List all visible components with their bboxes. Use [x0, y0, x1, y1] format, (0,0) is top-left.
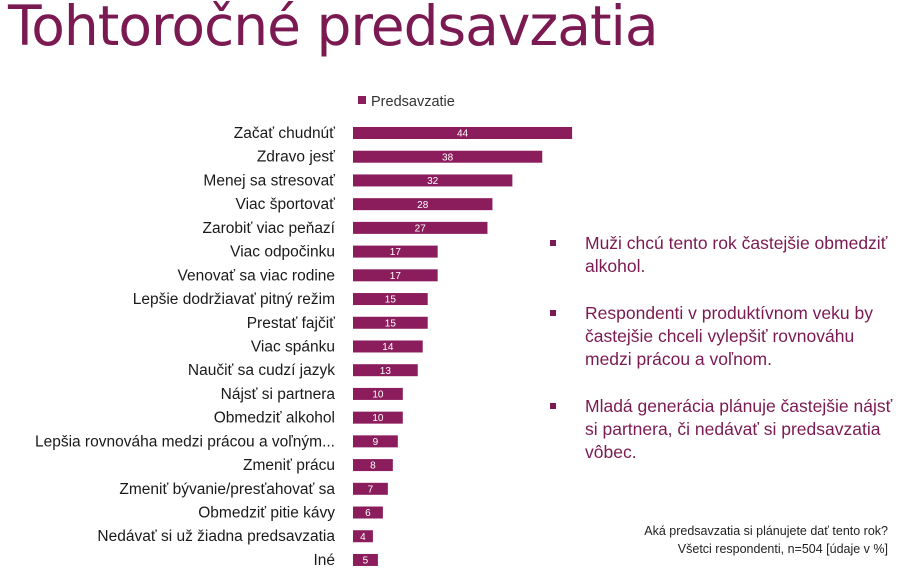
insight-text: Muži chcú tento rok častejšie obmedziť alkohol.: [585, 233, 888, 276]
category-label: Zdravo jesť: [256, 148, 335, 166]
bar-value-label: 44: [456, 128, 469, 140]
bar-value-label: 17: [389, 247, 401, 259]
bar-value-label: 27: [414, 223, 426, 235]
footnote-base: Všetci respondenti, n=504 [údaje v %]: [677, 542, 888, 556]
bar-value-label: 32: [427, 176, 439, 188]
category-label: Obmedziť pitie kávy: [198, 504, 335, 522]
insight-item: [548, 302, 893, 371]
category-label: Venovať sa viac rodine: [177, 267, 335, 285]
bar-value-label: 13: [379, 365, 391, 377]
bar-value-label: 28: [417, 199, 429, 211]
bar-value-label: 8: [370, 460, 376, 472]
bar-value-label: 15: [384, 318, 396, 330]
bullet-square-icon: [550, 240, 556, 246]
bar-value-label: 14: [382, 342, 394, 354]
bar-value-label: 6: [365, 508, 371, 520]
category-label: Prestať fajčiť: [246, 314, 335, 332]
bar-value-label: 10: [372, 413, 384, 425]
bar-value-label: 5: [362, 555, 369, 567]
category-label: Lepšia rovnováha medzi prácou a voľným...: [34, 433, 335, 451]
insight-item: [548, 232, 893, 278]
bullet-square-icon: [550, 403, 556, 409]
page-title: Tohtoročné predsavzatia: [8, 0, 658, 58]
bar-value-label: 7: [367, 484, 374, 496]
insight-text: Respondenti v produktívnom veku by častejšie chceli vylepšiť rovnováhu medzi prácou a voľnom.: [585, 303, 873, 369]
category-label: Zarobiť viac peňazí: [202, 219, 335, 237]
category-label: Zmeniť prácu: [243, 457, 335, 475]
insight-item: [548, 395, 893, 464]
footnote-question: Aká predsavzatia si plánujete dať tento rok?: [644, 524, 888, 538]
insights-list: [548, 232, 893, 488]
legend-swatch: [358, 96, 366, 104]
bullet-square-icon: [550, 310, 556, 316]
category-label: Nájsť si partnera: [220, 385, 335, 403]
category-label: Iné: [313, 551, 335, 569]
insight-text: Mladá generácia plánuje častejšie nájsť si partnera, či nedávať si predsavzatia vôbec.: [585, 396, 893, 462]
category-label: Viac športovať: [235, 196, 335, 214]
category-label: Obmedziť alkohol: [213, 409, 335, 427]
category-label: Menej sa stresovať: [203, 172, 335, 190]
category-label: Viac spánku: [250, 338, 335, 356]
bar-value-label: 17: [389, 270, 401, 282]
category-label: Naučiť sa cudzí jazyk: [187, 362, 335, 380]
bar-value-label: 38: [442, 152, 454, 164]
category-label: Zmeniť bývanie/presťahovať sa: [119, 480, 335, 498]
bar-value-label: 4: [360, 531, 366, 543]
bar-value-label: 15: [384, 294, 396, 306]
category-label: Nedávať si už žiadna predsavzatia: [97, 528, 335, 546]
category-label: Viac odpočinku: [230, 243, 335, 261]
category-label: Lepšie dodržiavať pitný režim: [132, 291, 335, 309]
footnote: [644, 522, 888, 558]
bar-value-label: 9: [372, 436, 379, 448]
category-label: Začať chudnúť: [233, 125, 335, 142]
legend-label: Predsavzatie: [371, 94, 455, 110]
bar-value-label: 10: [372, 389, 384, 401]
